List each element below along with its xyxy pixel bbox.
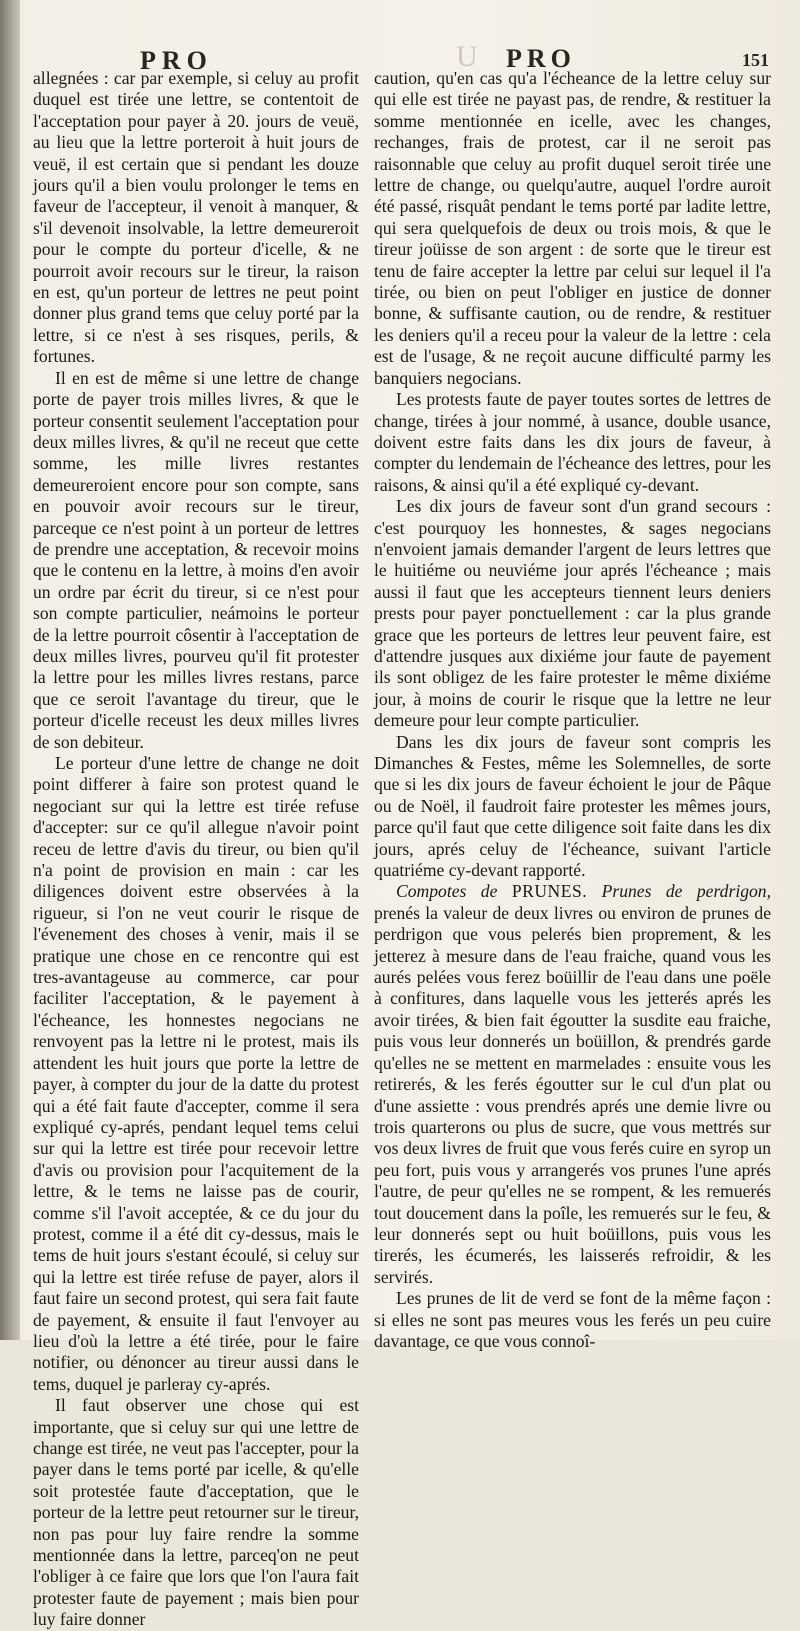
left-paragraph-4: Il faut observer une chose qui est importante, que si celuy sur qui une lettre de change est tirée, ne veut pas l'accepter, pour la payer dans le tems porté par icelle, & qu'elle soit protestée faute d'acceptation, que le porteur de la lettre peut retourner sur le tireur, non pas pour luy faire rendre la somme mentionnée dans la lettre, parceq'on ne peut l'obliger à ce faire que lors que l'on l'aura fait protester faute de payement ; mais bien pour luy faire donner	[33, 1395, 359, 1630]
page-number: 151	[742, 50, 769, 70]
recipe-paragraph	[374, 881, 771, 1288]
right-paragraph-1: caution, qu'en cas qu'a l'écheance de la lettre celuy sur qui elle est tirée ne payast pas, de rendre, & restituer la somme mentionnée en icelle, avec les changes, rechanges, frais de protest, car il ne seroit pas raisonnable que celuy au profit duquel seroit tirée une lettre de change, ou quelqu'autre, auquel l'ordre auroit été passé, risquât pendant le tems porté par ladite lettre, qui sera quelquefois de deux ou trois mois, & que le tireur joüisse de son argent : de sorte que le tireur est tenu de faire accepter la lettre par celui sur lequel il l'a tirée, ou bien on peut l'obliger en justice de donner bonne, & suffisante caution, ou de rendre, & restituer les deniers qu'il a receu pour la valeur de la lettre : cela est de l'usage, & ne reçoit aucune difficulté parmy les banquiers negocians.	[374, 68, 771, 388]
left-column	[33, 68, 359, 1631]
right-paragraph-2: Les protests faute de payer toutes sortes de lettres de change, tirées à jour nommé, à usance, double usance, doivent estre faits dans les dix jours de faveur, à compter du lendemain de l'écheance des lettres, pour les raisons, & ainsi qu'il a été expliqué cy-devant.	[374, 389, 771, 495]
recipe-subtitle: Prunes de perdrigon,	[601, 881, 771, 902]
recipe-title-caps: PRUNES.	[511, 881, 588, 902]
binding-gutter	[0, 0, 20, 1340]
right-paragraph-6: Les prunes de lit de verd se font de la même façon : si elles ne sont pas meures vous les ferés un peu cuire davantage, ce que vous connoî-	[374, 1288, 771, 1351]
left-paragraph-2: Il en est de même si une lettre de change porte de payer trois milles livres, & que le porteur consentit seulement l'acceptation pour deux milles livres, & qu'il ne receut que cette somme, les mille livres restantes demeureroient encore pour son compte, sans en pouvoir avoir recours sur le tireur, parceque ce n'est point à un porteur de lettres de prendre une acceptation, & recevoir moins que le contenu en la lettre, à moins d'en avoir un ordre par écrit du tireur, si ce n'est pour son compte particulier, neámoins le porteur de la lettre pourroit côsentir à l'acceptation de deux milles livres, pourveu qu'il fit protester la lettre pour les milles livres restans, parce que ce seroit l'avantage du tireur, que le porteur d'icelle receust les deux milles livres de son debiteur.	[33, 367, 359, 752]
show-through-letter: U	[456, 40, 479, 73]
recipe-text: prenés la valeur de deux livres ou environ de prunes de perdrigon que vous pelerés bien proprement, & les jetterez à mesure dans de l'eau fraiche, quand vous les aurés pelées vous ferez boüillir de l'eau dans une poële à confitures, dans laquelle vous les jetterés aprés les avoir tirées, & bien fait égoutter la susdite eau fraiche, puis vous leur donnerés un boüillon, & prendrés garde qu'elles ne se mettent en marmelades : ensuite vous les retirerés, & les ferés égoutter sur le cul d'un plat ou d'une assiette : vous prendrés aprés une demie livre ou trois quarterons ou plus de sucre, que vous mettrés sur vos deux livres de fruit que vous ferés cuire en syrop un peu fort, puis vous y arrangerés vos prunes l'une aprés l'autre, de peur qu'elles ne se rompent, & les remuerés tout doucement dans la poîle, les remuerés sur le feu, & leur donnerés sept ou huit boüillons, puis vous les tirerés, les écumerés, les laisserés refroidir, & les servirés.	[374, 902, 771, 1287]
left-paragraph-1: allegnées : car par exemple, si celuy au profit duquel est tirée une lettre, se contentoit de l'acceptation pour payer à 20. jours de veuë, au lieu que la lettre porteroit à huit jours de veuë, il est certain que si pendant les douze jours qu'il a bien voulu prolonger le tems en faveur de l'accepteur, il venoit à manquer, & s'il devenoit insolvable, la lettre demeureroit pour le compte du porteur d'icelle, & ne pourroit avoir recours sur le tireur, la raison en est, qu'un porteur de lettres ne peut point donner plus grand tems que celuy porté par la lettre, si ce n'est à ses risques, perils, & fortunes.	[33, 68, 359, 367]
right-paragraph-3: Les dix jours de faveur sont d'un grand secours : c'est pourquoy les honnestes, & sages negocians n'envoient jamais demander l'argent de leurs lettres que le huitiéme ou neuviéme jour aprés l'écheance ; mais aussi il faut que les accepteurs tiennent leurs deniers prests pour payer ponctuellement : car la plus grande grace que les porteurs de lettres leur peuvent faire, est d'attendre jusques aux dixiéme jour faute de payement ils sont obligez de les faire protester le même dixiéme jour, à moins de courir le risque que la lettre ne leur demeure pour leur compte particulier.	[374, 496, 771, 731]
left-paragraph-3: Le porteur d'une lettre de change ne doit point differer à faire son protest quand le negociant sur qui la lettre est tirée refuse d'accepter: sur ce qu'il allegue n'avoir point receu de lettre d'avis du tireur, ou bien qu'il n'a point de provision en main : car les diligences doivent estre observées à la rigueur, si l'on ne veut courir le risque de l'évenement des choses à venir, mais il se pratique une chose en ce rencontre qui est tres-avantageuse au commerce, car pour faciliter l'acceptation, & le payement à l'écheance, les honnestes negocians ne renvoyent pas la lettre ni le protest, mais ils attendent les huit jours que porte la lettre de payer, à compter du jour de la datte du protest qui a été fait faute d'accepter, comme il sera expliqué cy-aprés, pendant lequel tems celui sur qui la lettre est tirée pour recevoir lettre d'avis ou provision pour l'acquitement de la lettre, & le tems ne laisse pas de courir, comme s'il l'avoit acceptée, & ce du jour du protest, comme il a été dit cy-dessus, mais le tems de huit jours s'estant écoulé, si celuy sur qui la lettre est tirée refuse de payer, alors il faut faire un second protest, qui sera fait faute de payement, & ensuite il faut l'envoyer au lieu d'où la lettre a été tirée, pour le faire notifier, ou dénoncer au tireur aussi dans le tems, duquel je parleray cy-aprés.	[33, 753, 359, 1394]
right-paragraph-4: Dans les dix jours de faveur sont compris les Dimanches & Festes, même les Solemnelles, de sorte que si les dix jours de faveur échoient le jour de Pâque ou de Noël, il faudroit faire protester les mêmes jours, parce qu'il faut que cette diligence soit faite dans les dix jours, aprés celuy de l'écheance, suivant l'article quatriéme cy-devant rapporté.	[374, 731, 771, 881]
right-running-head: PRO	[506, 44, 576, 73]
recipe-title: Compotes de	[396, 881, 498, 902]
right-column	[374, 68, 771, 1352]
left-running-head: PRO	[140, 46, 213, 75]
